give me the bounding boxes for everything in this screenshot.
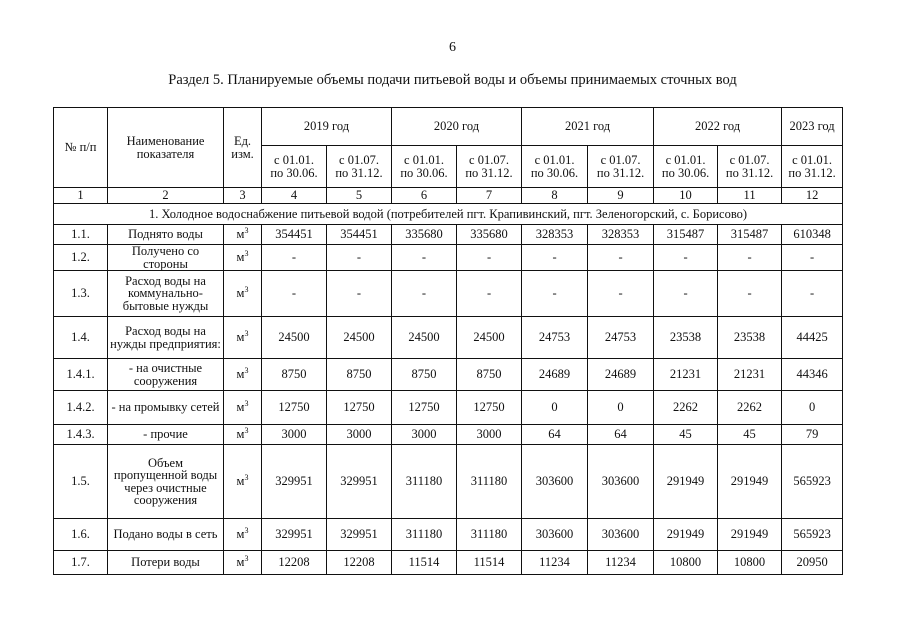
row-number: 1.4. <box>54 317 108 359</box>
value-cell: 21231 <box>654 359 718 391</box>
value-cell: 8750 <box>327 359 392 391</box>
period-header-1 <box>262 146 327 188</box>
column-number-row <box>54 188 843 204</box>
value-cell: 12750 <box>457 391 522 425</box>
value-cell: - <box>522 245 588 271</box>
value-cell: 45 <box>718 425 782 445</box>
period-to: по 30.06. <box>530 165 579 180</box>
column-number-11: 11 <box>718 188 782 204</box>
table-row <box>54 359 843 391</box>
period-from: с 01.07. <box>339 153 379 167</box>
unit-exponent: 3 <box>244 473 249 483</box>
value-cell: 12750 <box>327 391 392 425</box>
section-heading: 1. Холодное водоснабжение питьевой водой (потребителей пгт. Крапивинский, пгт. Зеленогорский, с. Борисово) <box>54 204 843 225</box>
row-name: Подано воды в сеть <box>108 519 224 551</box>
column-number-2: 2 <box>108 188 224 204</box>
unit-base: м <box>236 400 245 415</box>
value-cell: 335680 <box>457 225 522 245</box>
year-2022: 2022 год <box>654 108 782 146</box>
unit-exponent: 3 <box>244 526 249 536</box>
period-to: по 30.06. <box>400 165 448 180</box>
table-row <box>54 551 843 575</box>
unit-exponent: 3 <box>244 249 249 259</box>
row-number: 1.4.2. <box>54 391 108 425</box>
value-cell: 3000 <box>457 425 522 445</box>
unit-base: м <box>236 330 245 345</box>
value-cell: 45 <box>654 425 718 445</box>
value-cell: - <box>392 245 457 271</box>
unit-base: м <box>236 367 245 382</box>
value-cell: - <box>718 245 782 271</box>
period-to: по 31.12. <box>335 165 383 180</box>
value-cell: - <box>654 271 718 317</box>
period-to: по 31.12. <box>596 165 645 180</box>
row-number: 1.7. <box>54 551 108 575</box>
value-cell: 354451 <box>262 225 327 245</box>
unit-exponent: 3 <box>244 329 249 339</box>
year-2019: 2019 год <box>262 108 392 146</box>
row-number: 1.3. <box>54 271 108 317</box>
value-cell: 311180 <box>392 519 457 551</box>
table-row <box>54 425 843 445</box>
value-cell: 354451 <box>327 225 392 245</box>
row-number: 1.5. <box>54 445 108 519</box>
value-cell: 311180 <box>457 445 522 519</box>
value-cell: 44346 <box>782 359 843 391</box>
row-name: Потери воды <box>108 551 224 575</box>
row-number: 1.2. <box>54 245 108 271</box>
value-cell: 8750 <box>392 359 457 391</box>
value-cell: 0 <box>782 391 843 425</box>
value-cell: 0 <box>588 391 654 425</box>
value-cell: 24753 <box>522 317 588 359</box>
period-to: по 31.12. <box>788 165 836 180</box>
unit-exponent: 3 <box>244 554 249 564</box>
period-from: с 01.01. <box>665 153 706 167</box>
table-row <box>54 391 843 425</box>
period-from: с 01.01. <box>534 153 575 167</box>
value-cell: 303600 <box>588 445 654 519</box>
period-header-5 <box>522 146 588 188</box>
year-header-row <box>54 108 843 146</box>
value-cell: 315487 <box>654 225 718 245</box>
section-title: Раздел 5. Планируемые объемы подачи питьевой воды и объемы принимаемых сточных вод <box>168 72 737 88</box>
unit-base: м <box>236 527 245 542</box>
period-header-3 <box>392 146 457 188</box>
value-cell: 291949 <box>654 519 718 551</box>
value-cell: 24500 <box>262 317 327 359</box>
value-cell: 329951 <box>327 445 392 519</box>
value-cell: - <box>782 271 843 317</box>
period-from: с 01.07. <box>600 153 641 167</box>
period-to: по 31.12. <box>725 165 774 180</box>
page-number: 6 <box>449 40 456 55</box>
row-unit <box>224 359 262 391</box>
row-name: - на промывку сетей <box>108 391 224 425</box>
value-cell: 311180 <box>457 519 522 551</box>
table-row <box>54 317 843 359</box>
year-2021: 2021 год <box>522 108 654 146</box>
value-cell: 3000 <box>392 425 457 445</box>
period-header-9 <box>782 146 843 188</box>
column-number-8: 8 <box>522 188 588 204</box>
period-header-7 <box>654 146 718 188</box>
column-number-7: 7 <box>457 188 522 204</box>
value-cell: 0 <box>522 391 588 425</box>
row-unit <box>224 519 262 551</box>
header-unit: Ед. изм. <box>224 108 262 188</box>
value-cell: 24689 <box>588 359 654 391</box>
value-cell: - <box>262 271 327 317</box>
value-cell: 2262 <box>654 391 718 425</box>
value-cell: 12208 <box>262 551 327 575</box>
row-name: Получено со стороны <box>108 245 224 271</box>
period-to: по 30.06. <box>270 165 318 180</box>
unit-base: м <box>236 286 245 301</box>
value-cell: - <box>457 271 522 317</box>
value-cell: 329951 <box>262 519 327 551</box>
period-to: по 31.12. <box>465 165 513 180</box>
row-number: 1.4.3. <box>54 425 108 445</box>
row-unit <box>224 425 262 445</box>
period-from: с 01.01. <box>792 153 833 167</box>
period-from: с 01.01. <box>274 153 314 167</box>
row-unit <box>224 391 262 425</box>
column-number-9: 9 <box>588 188 654 204</box>
value-cell: 24753 <box>588 317 654 359</box>
value-cell: - <box>522 271 588 317</box>
value-cell: 11514 <box>392 551 457 575</box>
value-cell: 329951 <box>327 519 392 551</box>
value-cell: 335680 <box>392 225 457 245</box>
period-header-2 <box>327 146 392 188</box>
value-cell: 565923 <box>782 519 843 551</box>
value-cell: 3000 <box>262 425 327 445</box>
value-cell: 24500 <box>327 317 392 359</box>
value-cell: 328353 <box>522 225 588 245</box>
row-unit <box>224 225 262 245</box>
value-cell: 24500 <box>457 317 522 359</box>
value-cell: - <box>262 245 327 271</box>
unit-base: м <box>236 227 245 242</box>
unit-base: м <box>236 555 245 570</box>
period-header-8 <box>718 146 782 188</box>
table-row <box>54 445 843 519</box>
table-row <box>54 225 843 245</box>
value-cell: 291949 <box>718 519 782 551</box>
value-cell: 565923 <box>782 445 843 519</box>
value-cell: 303600 <box>522 445 588 519</box>
value-cell: 10800 <box>718 551 782 575</box>
value-cell: 23538 <box>654 317 718 359</box>
row-name: Объем пропущенной воды через очистные сооружения <box>108 445 224 519</box>
value-cell: 44425 <box>782 317 843 359</box>
column-number-1: 1 <box>54 188 108 204</box>
value-cell: - <box>718 271 782 317</box>
row-unit <box>224 271 262 317</box>
value-cell: 64 <box>522 425 588 445</box>
value-cell: 12750 <box>262 391 327 425</box>
column-number-10: 10 <box>654 188 718 204</box>
value-cell: 64 <box>588 425 654 445</box>
value-cell: 328353 <box>588 225 654 245</box>
row-name: - прочие <box>108 425 224 445</box>
value-cell: - <box>392 271 457 317</box>
value-cell: 311180 <box>392 445 457 519</box>
section-heading-row <box>54 204 843 225</box>
value-cell: 11234 <box>522 551 588 575</box>
unit-exponent: 3 <box>244 426 249 436</box>
value-cell: 23538 <box>718 317 782 359</box>
year-2020: 2020 год <box>392 108 522 146</box>
period-from: с 01.01. <box>404 153 444 167</box>
row-number: 1.6. <box>54 519 108 551</box>
year-2023: 2023 год <box>782 108 843 146</box>
row-unit <box>224 245 262 271</box>
header-name: Наименование показателя <box>108 108 224 188</box>
value-cell: - <box>327 271 392 317</box>
value-cell: 291949 <box>718 445 782 519</box>
row-name: Расход воды на нужды предприятия: <box>108 317 224 359</box>
value-cell: 315487 <box>718 225 782 245</box>
value-cell: 2262 <box>718 391 782 425</box>
unit-exponent: 3 <box>244 399 249 409</box>
value-cell: 11514 <box>457 551 522 575</box>
value-cell: - <box>327 245 392 271</box>
value-cell: 20950 <box>782 551 843 575</box>
value-cell: 303600 <box>588 519 654 551</box>
header-num: № п/п <box>54 108 108 188</box>
column-number-4: 4 <box>262 188 327 204</box>
value-cell: - <box>588 271 654 317</box>
value-cell: 79 <box>782 425 843 445</box>
row-name: Расход воды на коммунально-бытовые нужды <box>108 271 224 317</box>
value-cell: 291949 <box>654 445 718 519</box>
unit-base: м <box>236 250 245 265</box>
value-cell: 11234 <box>588 551 654 575</box>
value-cell: - <box>588 245 654 271</box>
period-from: с 01.07. <box>729 153 770 167</box>
period-header-6 <box>588 146 654 188</box>
column-number-6: 6 <box>392 188 457 204</box>
value-cell: 24689 <box>522 359 588 391</box>
value-cell: 10800 <box>654 551 718 575</box>
value-cell: 610348 <box>782 225 843 245</box>
column-number-5: 5 <box>327 188 392 204</box>
unit-exponent: 3 <box>244 226 249 236</box>
unit-exponent: 3 <box>244 366 249 376</box>
row-unit <box>224 445 262 519</box>
unit-base: м <box>236 474 245 489</box>
row-unit <box>224 551 262 575</box>
value-cell: 8750 <box>457 359 522 391</box>
table-row <box>54 245 843 271</box>
value-cell: 21231 <box>718 359 782 391</box>
period-header-4 <box>457 146 522 188</box>
period-from: с 01.07. <box>469 153 509 167</box>
value-cell: 329951 <box>262 445 327 519</box>
value-cell: - <box>457 245 522 271</box>
period-to: по 30.06. <box>661 165 710 180</box>
value-cell: 12750 <box>392 391 457 425</box>
value-cell: 3000 <box>327 425 392 445</box>
row-unit <box>224 317 262 359</box>
value-cell: 303600 <box>522 519 588 551</box>
value-cell: 8750 <box>262 359 327 391</box>
table-row <box>54 519 843 551</box>
unit-exponent: 3 <box>244 285 249 295</box>
value-cell: 12208 <box>327 551 392 575</box>
value-cell: - <box>654 245 718 271</box>
unit-base: м <box>236 427 245 442</box>
row-name: Поднято воды <box>108 225 224 245</box>
column-number-12: 12 <box>782 188 843 204</box>
column-number-3: 3 <box>224 188 262 204</box>
row-number: 1.1. <box>54 225 108 245</box>
water-volumes-table <box>53 107 843 575</box>
table-row <box>54 271 843 317</box>
value-cell: 24500 <box>392 317 457 359</box>
value-cell: - <box>782 245 843 271</box>
row-number: 1.4.1. <box>54 359 108 391</box>
row-name: - на очистные сооружения <box>108 359 224 391</box>
